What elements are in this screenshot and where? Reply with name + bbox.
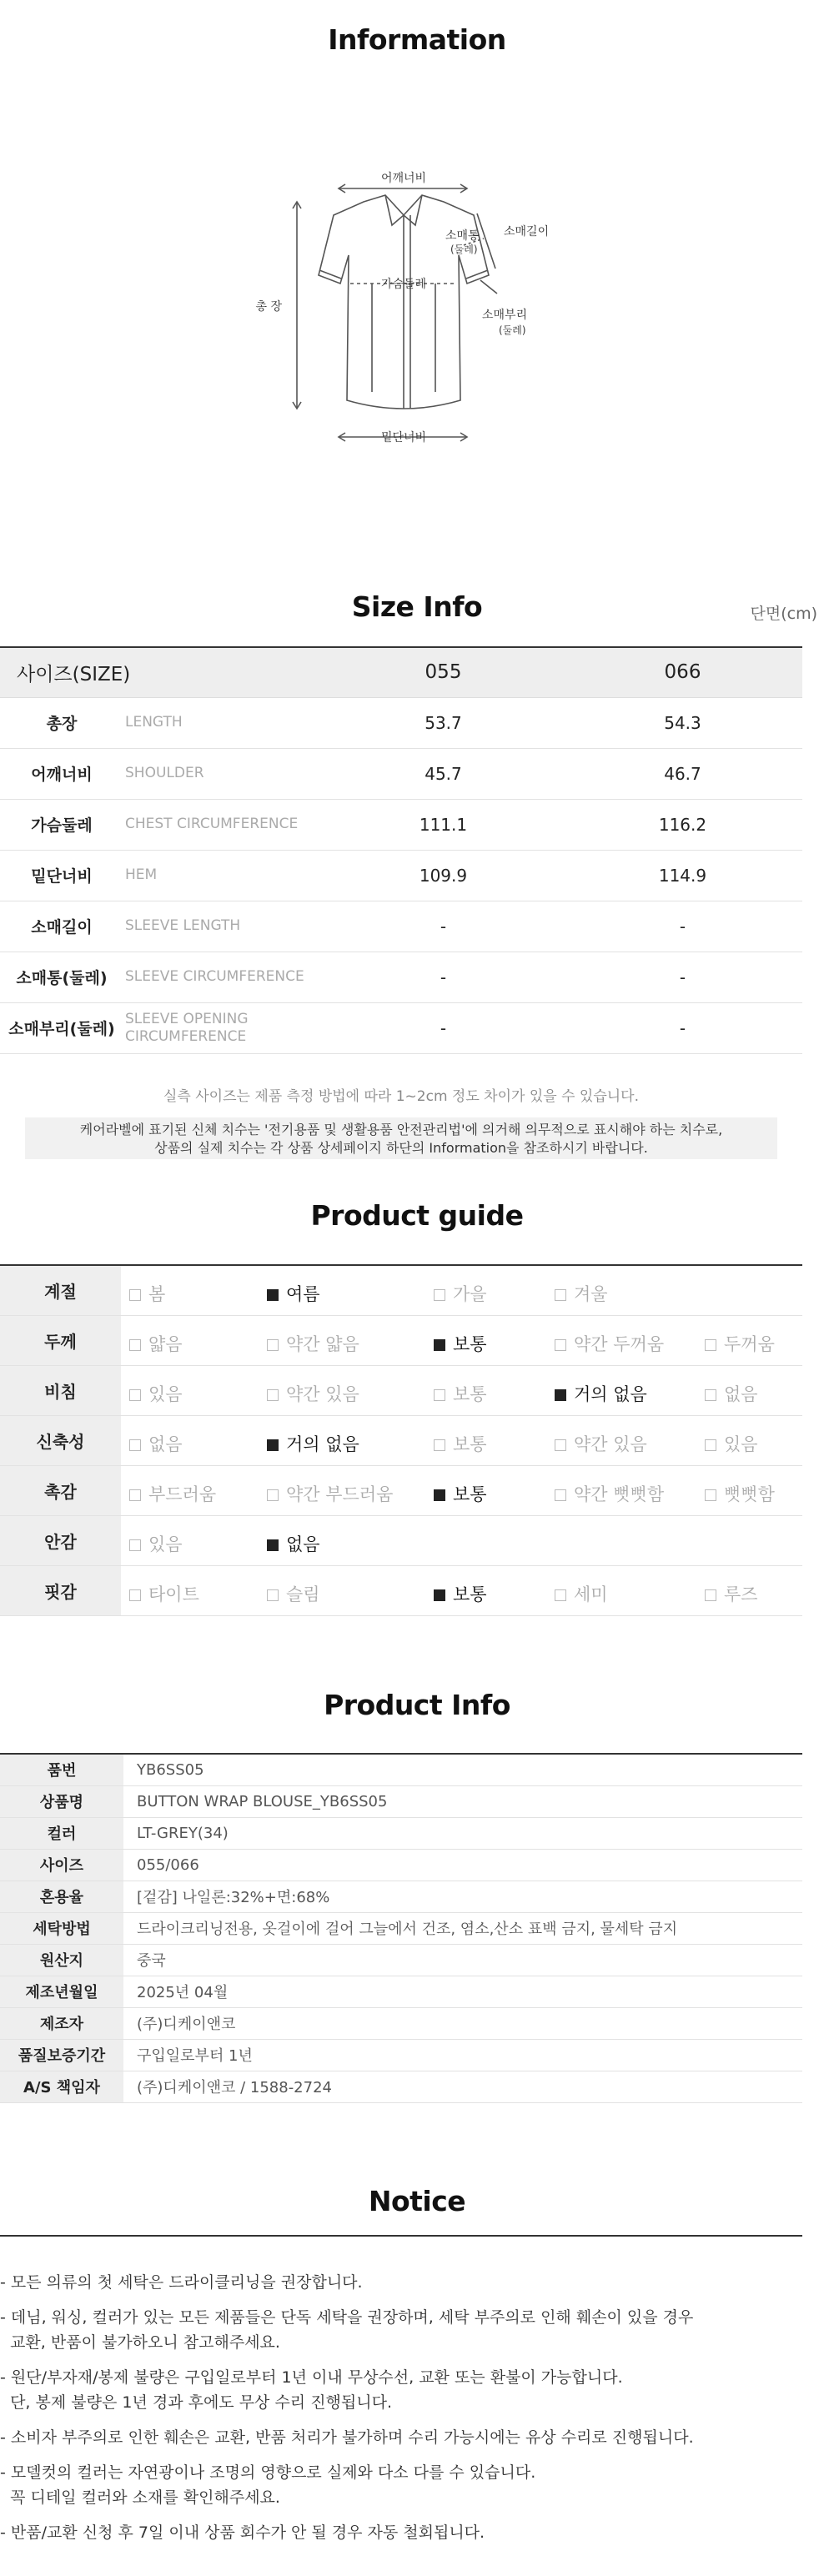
size-row <box>0 748 802 799</box>
info-row <box>0 2007 802 2039</box>
unchecked-box-icon <box>705 1389 716 1401</box>
unchecked-box-icon <box>555 1489 566 1501</box>
info-row-name: 세탁방법 <box>0 1912 123 1944</box>
notice-item-line: - 모든 의류의 첫 세탁은 드라이클리닝을 권장합니다. <box>0 2273 363 2292</box>
info-row-value: 2025년 04월 <box>123 1976 802 2007</box>
unchecked-box-icon <box>434 1289 445 1301</box>
guide-options <box>121 1565 802 1615</box>
guide-option <box>129 1481 216 1506</box>
guide-option-label: 보통 <box>453 1333 487 1354</box>
guide-option <box>267 1331 359 1356</box>
size-header-label: 사이즈(SIZE) <box>0 647 324 697</box>
size-row-english: SHOULDER <box>123 748 324 799</box>
info-row-value: 중국 <box>123 1944 802 1976</box>
guide-option <box>267 1381 359 1406</box>
size-row-name: 총장 <box>0 697 123 748</box>
guide-row-name: 신축성 <box>0 1415 121 1465</box>
guide-row <box>0 1465 802 1515</box>
guide-option-label: 없음 <box>724 1383 758 1404</box>
blouse-measurement-diagram <box>0 158 834 459</box>
unchecked-box-icon <box>267 1389 279 1401</box>
unchecked-box-icon <box>555 1339 566 1351</box>
checked-box-icon <box>267 1439 279 1451</box>
guide-row-name: 두께 <box>0 1315 121 1365</box>
guide-option-label: 약간 뻣뻣함 <box>574 1484 665 1504</box>
notice-item-line: 꼭 디테일 컬러와 소재를 확인해주세요. <box>0 2488 280 2507</box>
size-row-name: 가슴둘레 <box>0 799 123 850</box>
guide-option <box>129 1281 165 1306</box>
size-value-055: - <box>324 952 563 1002</box>
unchecked-box-icon <box>705 1589 716 1601</box>
checked-box-icon <box>434 1489 445 1501</box>
product-info-table <box>0 1753 802 2103</box>
unchecked-box-icon <box>705 1339 716 1351</box>
guide-option-label: 있음 <box>148 1383 183 1404</box>
notice-item <box>0 2365 802 2415</box>
guide-options <box>121 1365 802 1415</box>
guide-option <box>705 1431 758 1456</box>
info-row <box>0 1881 802 1912</box>
unchecked-box-icon <box>267 1489 279 1501</box>
guide-option <box>555 1281 608 1306</box>
info-row <box>0 2039 802 2071</box>
guide-option-label: 세미 <box>574 1584 608 1604</box>
guide-option <box>705 1481 775 1506</box>
size-row-english: SLEEVE OPENING CIRCUMFERENCE <box>123 1002 324 1053</box>
info-row-name: 제조년월일 <box>0 1976 123 2007</box>
guide-option <box>267 1531 320 1556</box>
size-value-055: 53.7 <box>324 697 563 748</box>
unchecked-box-icon <box>129 1489 141 1501</box>
size-value-055: - <box>324 1002 563 1053</box>
guide-option <box>434 1481 487 1506</box>
guide-option-label: 보통 <box>453 1584 487 1604</box>
info-row <box>0 2071 802 2102</box>
guide-option-label: 약간 부드러움 <box>286 1484 394 1504</box>
size-table-header <box>0 647 802 697</box>
unit-label: 단면(cm) <box>750 605 817 623</box>
guide-row-name: 핏감 <box>0 1565 121 1615</box>
care-label-notice <box>25 1117 777 1159</box>
label-sleeve-length: 소매길이 <box>504 225 550 239</box>
notice-item-line: 교환, 반품이 불가하오니 참고해주세요. <box>0 2333 280 2352</box>
guide-option-label: 약간 얇음 <box>286 1333 359 1354</box>
guide-options <box>121 1265 802 1315</box>
guide-option-label: 슬림 <box>286 1584 320 1604</box>
info-row-name: 혼용율 <box>0 1881 123 1912</box>
guide-option-label: 여름 <box>286 1284 320 1304</box>
guide-options <box>121 1315 802 1365</box>
label-shoulder: 어깨너비 <box>380 172 427 185</box>
guide-option-label: 약간 있음 <box>574 1434 647 1454</box>
info-row-name: 원산지 <box>0 1944 123 1976</box>
guide-option <box>129 1531 183 1556</box>
guide-option-label: 약간 두꺼움 <box>574 1333 665 1354</box>
guide-option-label: 부드러움 <box>148 1484 217 1504</box>
size-row-name: 밑단너비 <box>0 850 123 901</box>
info-row <box>0 1976 802 2007</box>
info-row-value: [겉감] 나일론:32%+면:68% <box>123 1881 802 1912</box>
unchecked-box-icon <box>434 1439 445 1451</box>
guide-option-label: 있음 <box>724 1434 758 1454</box>
info-row <box>0 1754 802 1785</box>
unchecked-box-icon <box>555 1439 566 1451</box>
label-total-length: 총 장 <box>255 300 282 314</box>
guide-option <box>434 1281 487 1306</box>
guide-option <box>705 1331 775 1356</box>
notice-item-line: - 소비자 부주의로 인한 훼손은 교환, 반품 처리가 불가하며 수리 가능시에는 유상 수리로 진행됩니다. <box>0 2428 694 2447</box>
unchecked-box-icon <box>267 1339 279 1351</box>
info-row <box>0 1849 802 1881</box>
size-row-english: SLEEVE LENGTH <box>123 901 324 952</box>
size-value-066: - <box>563 1002 802 1053</box>
guide-option-label: 거의 없음 <box>574 1383 647 1404</box>
guide-option-label: 얇음 <box>148 1333 183 1354</box>
guide-option-label: 가을 <box>453 1284 487 1304</box>
information-title: Information <box>328 23 506 56</box>
guide-option-label: 겨울 <box>574 1284 608 1304</box>
unchecked-box-icon <box>129 1289 141 1301</box>
guide-option <box>267 1431 359 1456</box>
guide-option <box>129 1581 199 1606</box>
size-value-066: 46.7 <box>563 748 802 799</box>
unchecked-box-icon <box>555 1289 566 1301</box>
care-label-line-2: 상품의 실제 치수는 각 상품 상세페이지 하단의 Information을 참조하시기 바랍니다. <box>154 1140 648 1156</box>
guide-row <box>0 1415 802 1465</box>
notice-item <box>0 2520 802 2545</box>
notice-item <box>0 2460 802 2510</box>
size-value-066: 116.2 <box>563 799 802 850</box>
guide-option-label: 루즈 <box>724 1584 758 1604</box>
guide-option-label: 타이트 <box>148 1584 199 1604</box>
guide-option <box>129 1431 183 1456</box>
size-value-055: 45.7 <box>324 748 563 799</box>
info-row-value: (주)디케이앤코 / 1588-2724 <box>123 2071 802 2102</box>
notice-item-line: - 원단/부자재/봉제 불량은 구입일로부터 1년 이내 무상수선, 교환 또는 환불이 가능합니다. <box>0 2368 623 2387</box>
care-label-line-1: 케어라벨에 표기된 신체 치수는 '전기용품 및 생활용품 안전관리법'에 의거해 의무적으로 표시해야 하는 치수로, <box>79 1122 723 1137</box>
guide-option <box>434 1381 487 1406</box>
unchecked-box-icon <box>705 1439 716 1451</box>
notice-item <box>0 2305 802 2355</box>
unchecked-box-icon <box>434 1389 445 1401</box>
info-row-name: 제조자 <box>0 2007 123 2039</box>
size-value-066: 114.9 <box>563 850 802 901</box>
info-row-name: 품질보증기간 <box>0 2039 123 2071</box>
unchecked-box-icon <box>129 1439 141 1451</box>
product-info-title: Product Info <box>324 1689 510 1721</box>
checked-box-icon <box>267 1539 279 1551</box>
size-value-066: 54.3 <box>563 697 802 748</box>
notice-item-line: - 모델컷의 컬러는 자연광이나 조명의 영향으로 실제와 다소 다를 수 있습니다. <box>0 2463 536 2482</box>
label-chest: 가슴둘레 <box>380 278 427 291</box>
info-row-name: 컬러 <box>0 1817 123 1849</box>
size-row-english: SLEEVE CIRCUMFERENCE <box>123 952 324 1002</box>
label-cuff-sub: (둘레) <box>499 324 526 336</box>
guide-option <box>555 1481 664 1506</box>
size-row <box>0 901 802 952</box>
notice-item-line: - 반품/교환 신청 후 7일 이내 상품 회수가 안 될 경우 자동 철회됩니다. <box>0 2523 485 2542</box>
guide-options <box>121 1465 802 1515</box>
label-sleeve-circ-sub: (둘레) <box>450 244 478 255</box>
size-row <box>0 952 802 1002</box>
guide-option <box>267 1581 320 1606</box>
guide-option-label: 없음 <box>148 1434 183 1454</box>
guide-row <box>0 1515 802 1565</box>
guide-row <box>0 1365 802 1415</box>
guide-option <box>129 1331 183 1356</box>
size-value-055: - <box>324 901 563 952</box>
size-note: 실측 사이즈는 제품 측정 방법에 따라 1~2cm 정도 차이가 있을 수 있습니다. <box>163 1088 640 1105</box>
guide-option <box>555 1431 647 1456</box>
guide-option-label: 있음 <box>148 1534 183 1554</box>
info-row-value: 055/066 <box>123 1849 802 1881</box>
checked-box-icon <box>267 1289 279 1301</box>
guide-option <box>434 1581 487 1606</box>
product-guide-table <box>0 1264 802 1616</box>
info-row-value: 구입일로부터 1년 <box>123 2039 802 2071</box>
unchecked-box-icon <box>705 1489 716 1501</box>
guide-row <box>0 1265 802 1315</box>
size-header-055: 055 <box>324 647 563 697</box>
notice-item <box>0 2270 802 2295</box>
guide-row-name: 촉감 <box>0 1465 121 1515</box>
guide-option-label: 봄 <box>148 1284 166 1304</box>
label-hem: 밑단너비 <box>380 431 427 444</box>
checked-box-icon <box>555 1389 566 1401</box>
unchecked-box-icon <box>129 1539 141 1551</box>
size-row <box>0 850 802 901</box>
guide-option <box>555 1581 608 1606</box>
size-row-name: 소매길이 <box>0 901 123 952</box>
size-row-english: LENGTH <box>123 697 324 748</box>
guide-row <box>0 1315 802 1365</box>
guide-option-label: 없음 <box>286 1534 320 1554</box>
guide-options <box>121 1415 802 1465</box>
guide-option-label: 약간 있음 <box>286 1383 359 1404</box>
guide-option-label: 보통 <box>453 1383 487 1404</box>
size-row-name: 소매부리(둘레) <box>0 1002 123 1053</box>
size-row <box>0 697 802 748</box>
size-row-english: CHEST CIRCUMFERENCE <box>123 799 324 850</box>
size-info-title: Size Info <box>351 590 483 623</box>
size-row-name: 소매통(둘레) <box>0 952 123 1002</box>
label-cuff: 소매부리 <box>482 309 528 322</box>
guide-option <box>129 1381 183 1406</box>
unchecked-box-icon <box>129 1589 141 1601</box>
guide-row-name: 계절 <box>0 1265 121 1315</box>
guide-option-label: 거의 없음 <box>286 1434 359 1454</box>
unchecked-box-icon <box>267 1589 279 1601</box>
info-row-name: A/S 책임자 <box>0 2071 123 2102</box>
notice-divider <box>0 2235 802 2237</box>
info-row-value: BUTTON WRAP BLOUSE_YB6SS05 <box>123 1785 802 1817</box>
guide-option-label: 보통 <box>453 1484 487 1504</box>
info-row-value: LT-GREY(34) <box>123 1817 802 1849</box>
info-row-value: YB6SS05 <box>123 1754 802 1785</box>
unchecked-box-icon <box>129 1389 141 1401</box>
size-value-055: 111.1 <box>324 799 563 850</box>
label-sleeve-circ: 소매통 <box>445 229 480 243</box>
size-row <box>0 799 802 850</box>
guide-option <box>555 1381 647 1406</box>
guide-option-label: 두꺼움 <box>724 1333 775 1354</box>
guide-option <box>267 1481 393 1506</box>
info-row <box>0 1817 802 1849</box>
guide-option-label: 뻣뻣함 <box>724 1484 775 1504</box>
notice-list <box>0 2270 802 2555</box>
product-guide-title: Product guide <box>310 1199 524 1232</box>
unchecked-box-icon <box>129 1339 141 1351</box>
guide-option <box>434 1431 487 1456</box>
guide-option <box>434 1331 487 1356</box>
checked-box-icon <box>434 1339 445 1351</box>
size-value-066: - <box>563 901 802 952</box>
size-table <box>0 646 802 1054</box>
size-row-name: 어깨너비 <box>0 748 123 799</box>
info-row-name: 사이즈 <box>0 1849 123 1881</box>
guide-row-name: 안감 <box>0 1515 121 1565</box>
checked-box-icon <box>434 1589 445 1601</box>
unchecked-box-icon <box>555 1589 566 1601</box>
notice-item <box>0 2425 802 2450</box>
notice-title: Notice <box>368 2185 466 2217</box>
guide-row <box>0 1565 802 1615</box>
size-header-066: 066 <box>563 647 802 697</box>
notice-item-line: - 데님, 워싱, 컬러가 있는 모든 제품들은 단독 세탁을 권장하며, 세탁 부주의로 인해 훼손이 있을 경우 <box>0 2308 694 2327</box>
guide-option-label: 보통 <box>453 1434 487 1454</box>
guide-option <box>705 1381 758 1406</box>
guide-option <box>705 1581 758 1606</box>
guide-option <box>267 1281 320 1306</box>
info-row-name: 상품명 <box>0 1785 123 1817</box>
info-row <box>0 1944 802 1976</box>
guide-row-name: 비침 <box>0 1365 121 1415</box>
info-row-value: (주)디케이앤코 <box>123 2007 802 2039</box>
notice-item-line: 단, 봉제 불량은 1년 경과 후에도 무상 수리 진행됩니다. <box>0 2393 392 2412</box>
size-row-english: HEM <box>123 850 324 901</box>
guide-options <box>121 1515 802 1565</box>
size-value-055: 109.9 <box>324 850 563 901</box>
size-value-066: - <box>563 952 802 1002</box>
info-row-value: 드라이크리닝전용, 옷걸이에 걸어 그늘에서 건조, 염소,산소 표백 금지, 물세탁 금지 <box>123 1912 802 1944</box>
size-row <box>0 1002 802 1053</box>
info-row <box>0 1912 802 1944</box>
info-row-name: 품번 <box>0 1754 123 1785</box>
guide-option <box>555 1331 664 1356</box>
info-row <box>0 1785 802 1817</box>
